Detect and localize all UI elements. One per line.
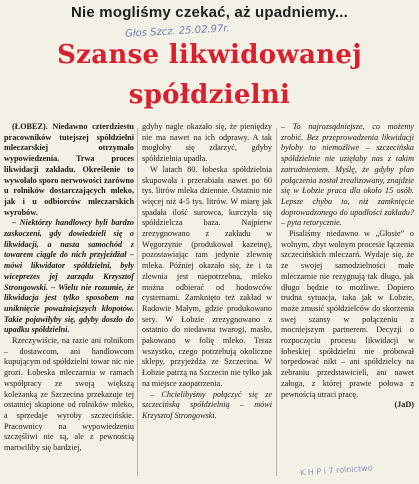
handwritten-annotation: K H P i 7 rolnictwo <box>299 463 373 478</box>
headline-line-2: spółdzielni <box>128 80 291 110</box>
body-paragraph: Rzeczywiście, na razie ani rolnikom – dostawcom, ani handlowcom kupującym od spółdzielni towar nic nie grozi. Łobeska mleczarnia w ramach współpracy ze swoją większą koleżanką ze Szczecina przekazuje tej ostatniej skupione od rolników mleko, a sprzedaje wyroby szczecińskie. Pracownicy na wypowiedzeniu szczęśliwi nie są, ale z pewnością martwiliby się bardziej, <box>4 336 134 453</box>
quote-paragraph: – Chcielibyśmy połączyć się ze szczecińską spółdzielnią – mówi Krzysztof Strongowski. <box>142 389 272 420</box>
article-column-1 <box>4 122 134 480</box>
body-paragraph: W latach 80. łobeska spółdzielnia skupowała i przerabiała nawet po 60 tys. litrów mleka dziennie. Ostatnio nie więcej niż 4-5 tys. litrów. W miarę jak spadała ilość surowca, kurczyła się spółdzielcza baza. Najpierw zrezygnowano z zakładu w Węgorzynie (produkował kazeinę), pozostawiając tam jedynie zlewnię mleka. Później okazało się, że i ta zlewnia jest niepotrzebna, mleko można odbierać od hodowców cysternami. Zamknięto też zakład w Radowie Małym, gdzie produkowano sery. W Łobzie zrezygnowano z ostatnio do niedawna twarogi, masło, pakowano w folię mleko. Teraz wszystko, czego potrzebują okoliczne sklepy, przyjeżdża ze Szczecina. W Łobzie patrzą na Szczecin nie tylko jak na miejsce zaopatrzenia. <box>142 164 272 388</box>
headline-line-1: Szanse likwidowanej <box>57 40 362 70</box>
handwritten-source-note: Głos Szcz. 25.02.97r. <box>124 23 230 40</box>
quote-paragraph: – Niektórzy handlowcy byli bardzo zaskoczeni, gdy dowiedzieli się o likwidacji, a nasza samochód z towarem ciągle do nich przyjeżdżał – mówi likwidator spółdzielni, były wiceprezes jej zarządu Krzysztof Strongowski. – Wielu nie rozumie, że likwidacja jest tylko sposobem na uniknięcie poważniejszych kłopotów. Takie pojawiłyby się, gdyby doszło do upadku spółdzielni. <box>4 218 134 335</box>
column-divider <box>137 128 138 476</box>
lead-paragraph: (ŁOBEZ). Niedawno czterdziestu pracowników tutejszej spółdzielni mleczarskiej otrzymało wypowiedzenia. Trwa proces likwidacji zakładu. Określenie to wywołało sporo nerwowości zarówno u rolników dostarczających mleko, jak i u odbiorców mleczarskich wyrobów. <box>4 122 134 217</box>
body-paragraph: gdyby nagle okazało się, że pieniędzy nie ma nawet na ich odprawy. A tak mogłoby się zdarzyć, gdyby spółdzielnia upadła. <box>142 122 272 164</box>
body-paragraph: Pisaliśmy niedawno w „Głosie” o wolnym, zbyt wolnym procesie łączenia szczecińskich mleczarń. Wydaje się, że ze swojej samodzielności małe mleczarnie nie rezygnują tak długo, jak długo będzie to możliwe. Dopiero trudna sytuacja, taka jak w Łobzie, może zmusić spółdzielców do skorzenia swej szansy w połączeniu z mocniejszym partnerem. Decyzji o rozpoczęciu procesu likwidacji w łobeskiej spółdzielni nie próbował torpedować nikt – ani spółdzielcy na zebraniu przedstawicieli, ani nawet załoga, z której prawie połowa z pewnością utraci pracę. <box>281 229 414 399</box>
column-divider <box>276 128 277 476</box>
article-column-2 <box>142 122 272 480</box>
quote-paragraph: – To najrozsądniejsze, co możemy zrobić. Bez przeprowadzenia likwidacji byłoby to niemożliwe – szczecińska spółdzielnie nie uzięłaby nas z takim zatrudnieniem. Myślę, że gdyby plan połączenia został zrealizowany, znajdzie się w Łobzie praca dla około 15 osób. Lepsze chyba to, niż zamknięcie doprowadzonego do upadłości zakładu? – pyta retorycznie. <box>281 122 414 228</box>
author-signature: (JaD) <box>394 400 414 410</box>
article-column-3 <box>281 122 414 480</box>
kicker-headline: Nie mogliśmy czekać, aż upadniemy... <box>70 4 349 21</box>
